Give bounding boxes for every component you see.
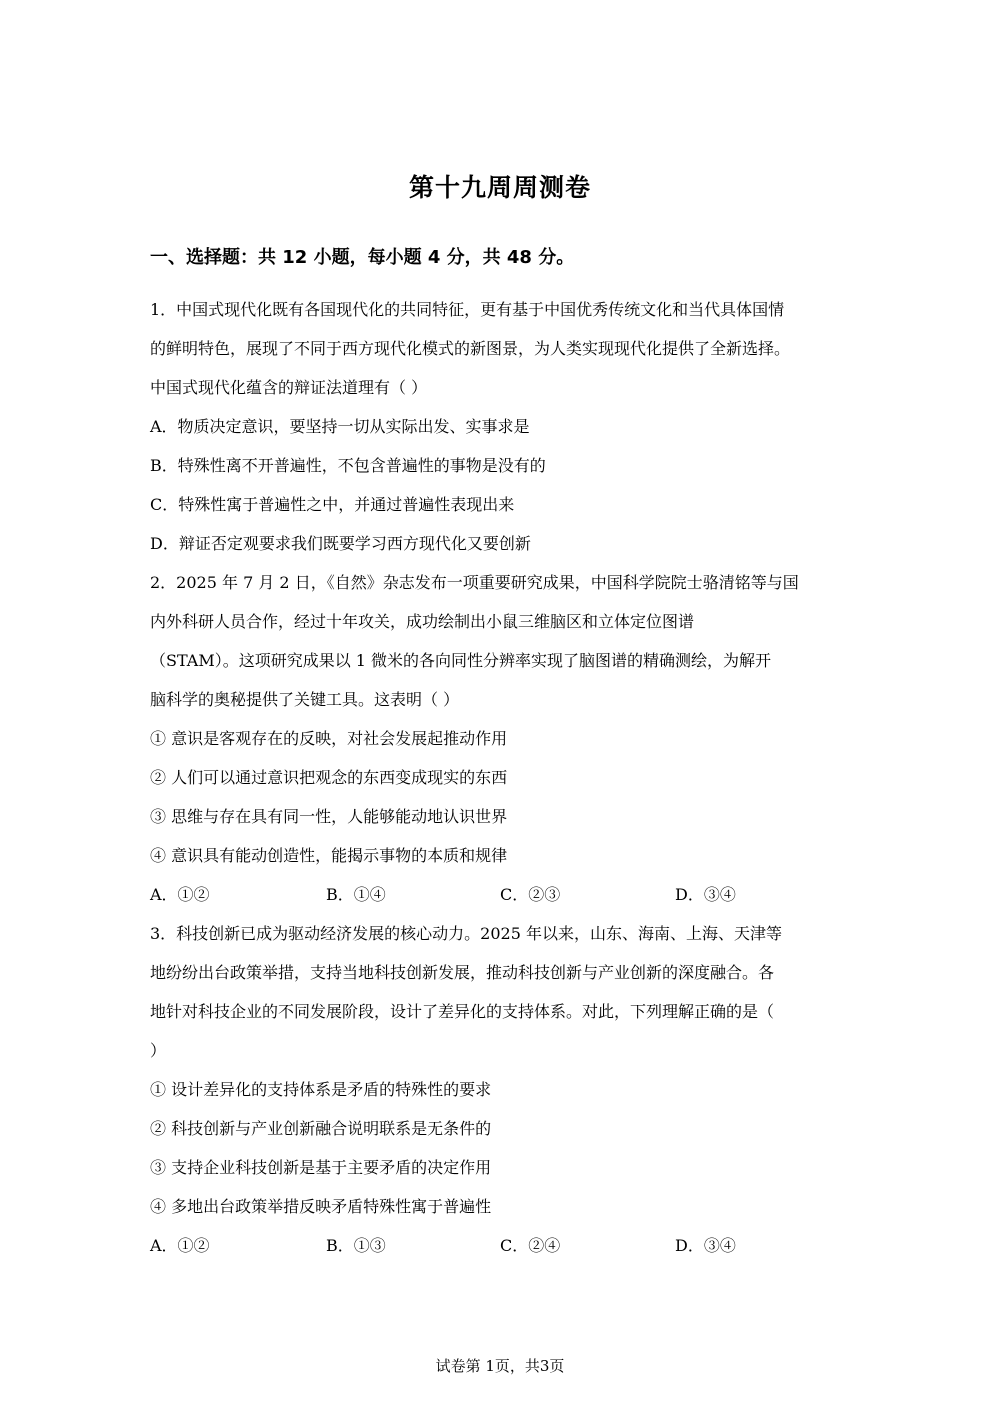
option-b: B．①④ [326, 885, 386, 904]
options-row [150, 1226, 855, 1265]
statement-2: ② 科技创新与产业创新融合说明联系是无条件的 [150, 1119, 492, 1138]
question-2 [150, 563, 855, 914]
page-title: 第十九周周测卷 [408, 173, 591, 202]
statement-2: ② 人们可以通过意识把观念的东西变成现实的东西 [150, 768, 508, 787]
statement-3: ③ 思维与存在具有同一性，人能够能动地认识世界 [150, 807, 508, 826]
question-stem-line: 地纷纷出台政策举措，支持当地科技创新发展，推动科技创新与产业创新的深度融合。各 [150, 963, 775, 982]
statement-3: ③ 支持企业科技创新是基于主要矛盾的决定作用 [150, 1158, 492, 1177]
question-1 [150, 290, 855, 563]
statement-4: ④ 意识具有能动创造性，能揭示事物的本质和规律 [150, 846, 508, 865]
question-stem-line: ） [150, 1041, 167, 1060]
question-stem-line: 1．中国式现代化既有各国现代化的共同特征，更有基于中国优秀传统文化和当代具体国情 [150, 300, 785, 319]
choice-a: A．物质决定意识，要坚持一切从实际出发、实事求是 [150, 417, 530, 436]
question-stem-line: 3．科技创新已成为驱动经济发展的核心动力。2025 年以来，山东、海南、上海、天津等 [150, 924, 782, 943]
option-d: D．③④ [675, 1236, 736, 1255]
section-heading: 一、选择题：共 12 小题，每小题 4 分，共 48 分。 [150, 247, 575, 268]
option-c: C．②④ [500, 1236, 561, 1255]
page-footer: 试卷第 1页，共3页 [435, 1357, 565, 1375]
choice-d: D．辩证否定观要求我们既要学习西方现代化又要创新 [150, 534, 531, 553]
option-a: A．①② [150, 885, 210, 904]
option-c: C．②③ [500, 885, 561, 904]
question-3 [150, 914, 855, 1265]
question-stem-line: 脑科学的奥秘提供了关键工具。这表明（ ） [150, 690, 460, 709]
question-stem-line: 内外科研人员合作，经过十年攻关，成功绘制出小鼠三维脑区和立体定位图谱 [150, 612, 695, 631]
question-stem-line: 的鲜明特色，展现了不同于西方现代化模式的新图景，为人类实现现代化提供了全新选择。 [150, 339, 791, 358]
choice-c: C．特殊性寓于普遍性之中，并通过普遍性表现出来 [150, 495, 515, 514]
option-a: A．①② [150, 1236, 210, 1255]
statement-1: ① 意识是客观存在的反映，对社会发展起推动作用 [150, 729, 508, 748]
question-stem-line: 地针对科技企业的不同发展阶段，设计了差异化的支持体系。对此，下列理解正确的是（ [150, 1002, 775, 1021]
question-stem-line: （STAM）。这项研究成果以 1 微米的各向同性分辨率实现了脑图谱的精确测绘，为解开 [150, 651, 772, 670]
statement-4: ④ 多地出台政策举措反映矛盾特殊性寓于普遍性 [150, 1197, 492, 1216]
options-row [150, 875, 855, 914]
choice-b: B．特殊性离不开普遍性，不包含普遍性的事物是没有的 [150, 456, 546, 475]
question-stem-line: 中国式现代化蕴含的辩证法道理有（ ） [150, 378, 428, 397]
option-d: D．③④ [675, 885, 736, 904]
question-list [150, 290, 855, 1265]
option-b: B．①③ [326, 1236, 386, 1255]
question-stem-line: 2．2025 年 7 月 2 日，《自然》杂志发布一项重要研究成果，中国科学院院士骆清铭等与国 [150, 573, 799, 592]
statement-1: ① 设计差异化的支持体系是矛盾的特殊性的要求 [150, 1080, 492, 1099]
